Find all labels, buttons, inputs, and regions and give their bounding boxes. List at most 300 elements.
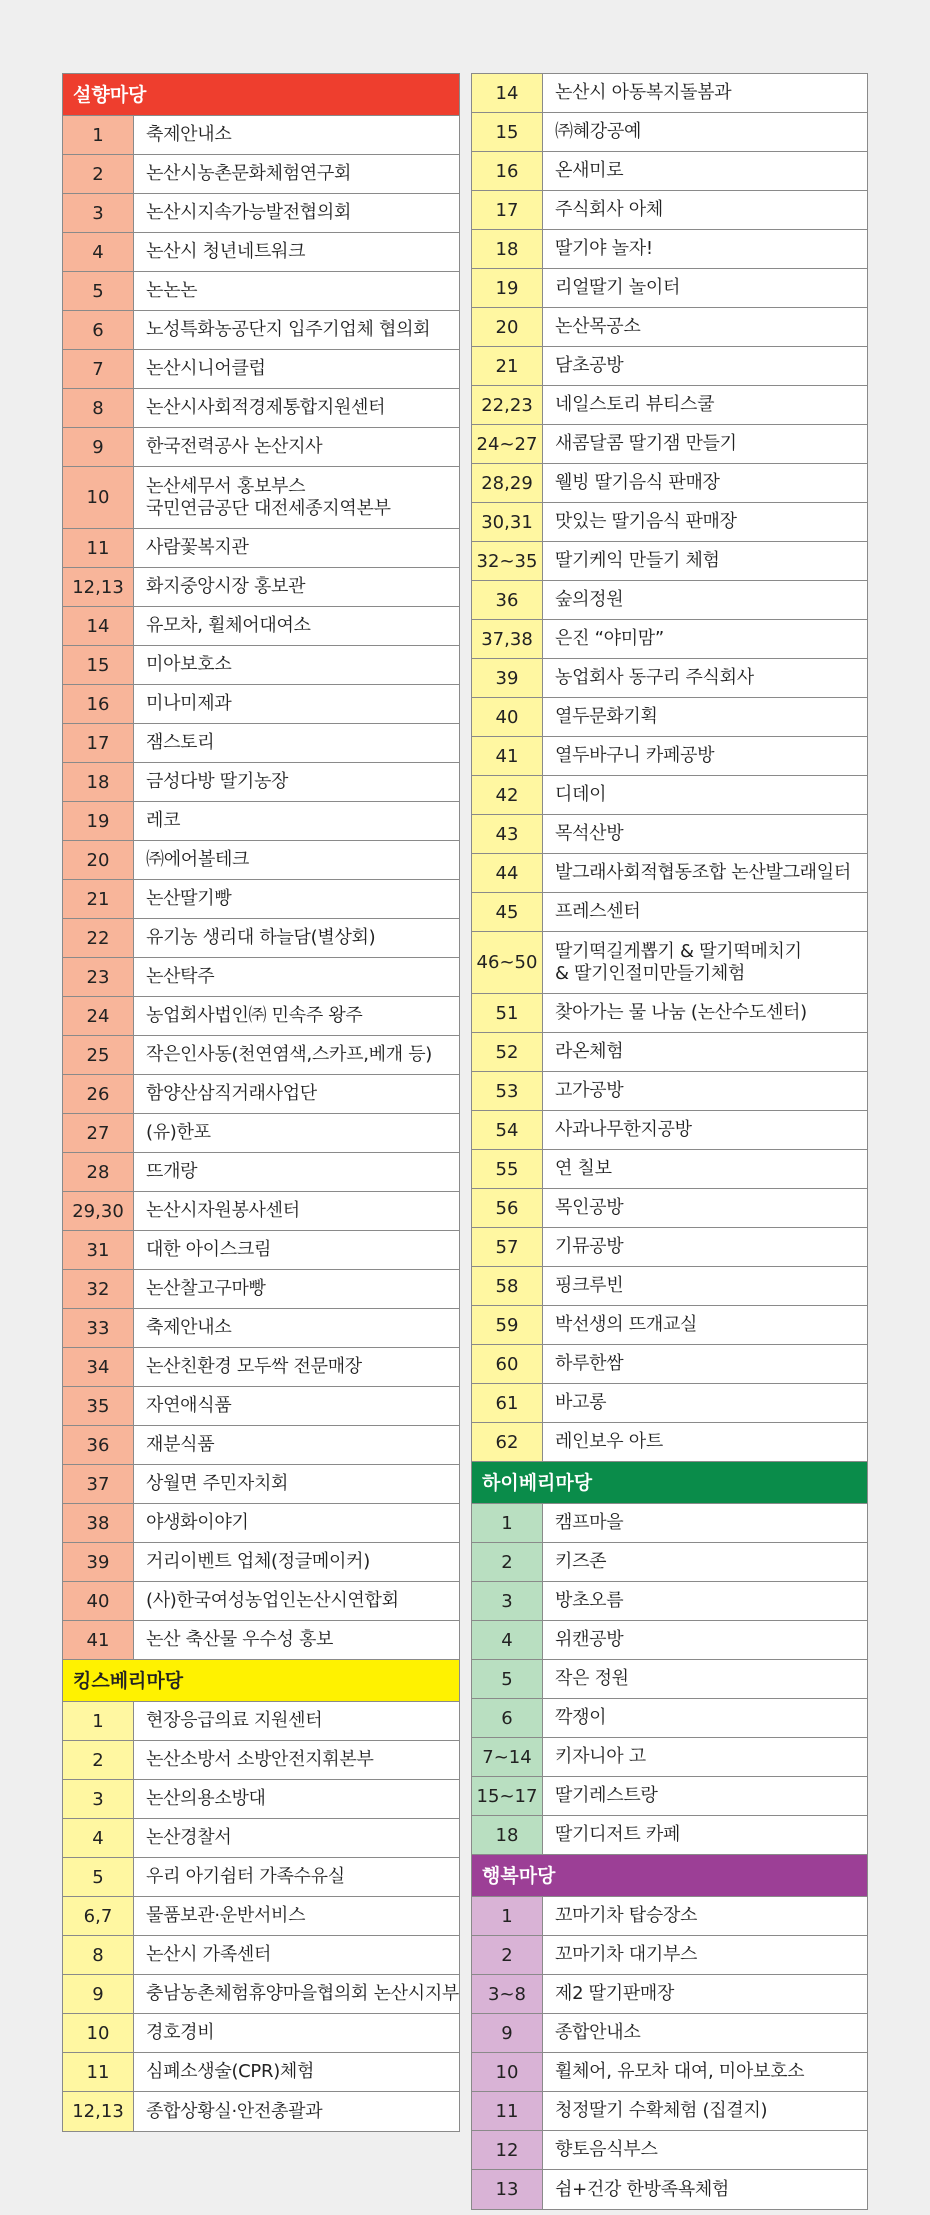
booth-number: 56: [472, 1189, 543, 1227]
booth-number: 2: [63, 155, 134, 193]
booth-number: 57: [472, 1228, 543, 1266]
booth-number: 29,30: [63, 1192, 134, 1230]
booth-name: 논산세무서 홍보부스 국민연금공단 대전세종지역본부: [146, 475, 391, 519]
booth-name: 은진 “야미맘”: [555, 628, 664, 649]
booth-name: 꼬마기차 대기부스: [555, 1944, 698, 1965]
booth-row: [472, 308, 867, 347]
booth-name: 논산시 가족센터: [146, 1944, 272, 1965]
section-kings-right: [472, 74, 867, 1462]
booth-number: 40: [472, 698, 543, 736]
booth-name: 디데이: [555, 784, 607, 805]
booth-name: 논산시자원봉사센터: [146, 1200, 300, 1221]
booth-number: 51: [472, 994, 543, 1032]
booth-name: 딸기야 놀자!: [555, 238, 653, 259]
booth-row: [472, 1306, 867, 1345]
booth-name: 뜨개랑: [146, 1161, 198, 1182]
booth-name: 논산탁주: [146, 966, 215, 987]
booth-number: 59: [472, 1306, 543, 1344]
section-header-kings: 킹스베리마당: [63, 1660, 459, 1702]
booth-row: [63, 1075, 459, 1114]
booth-number: 11: [472, 2092, 543, 2130]
booth-row: [472, 994, 867, 1033]
booth-name: 위캔공방: [555, 1629, 624, 1650]
booth-number: 11: [63, 529, 134, 567]
section-seolhyang: [63, 74, 459, 1660]
booth-name: 레코: [146, 810, 181, 831]
booth-name: 박선생의 뜨개교실: [555, 1314, 698, 1335]
booth-row: [472, 464, 867, 503]
booth-number: 33: [63, 1309, 134, 1347]
booth-row: [63, 802, 459, 841]
booth-row: [472, 1816, 867, 1855]
booth-row: [472, 1267, 867, 1306]
booth-row: [63, 1621, 459, 1660]
booth-name: ㈜혜강공예: [555, 121, 642, 142]
booth-name: 종합안내소: [555, 2022, 641, 2043]
booth-name: 물품보관·운반서비스: [146, 1905, 306, 1926]
booth-name: ㈜에어볼테크: [146, 849, 250, 870]
booth-number: 12,13: [63, 2092, 134, 2131]
booth-number: 54: [472, 1111, 543, 1149]
booth-name: 유기농 생리대 하늘담(별상회): [146, 927, 376, 948]
booth-number: 42: [472, 776, 543, 814]
booth-number: 44: [472, 854, 543, 892]
booth-number: 27: [63, 1114, 134, 1152]
booth-number: 8: [63, 1936, 134, 1974]
booth-number: 24~27: [472, 425, 543, 463]
booth-number: 32~35: [472, 542, 543, 580]
booth-number: 5: [63, 1858, 134, 1896]
booth-row: [63, 841, 459, 880]
booth-number: 1: [63, 116, 134, 154]
booth-name: 기뮤공방: [555, 1236, 624, 1257]
booth-number: 21: [63, 880, 134, 918]
booth-number: 15: [472, 113, 543, 151]
booth-number: 18: [472, 1816, 543, 1854]
booth-number: 19: [63, 802, 134, 840]
booth-row: [472, 1504, 867, 1543]
booth-row: [472, 1384, 867, 1423]
booth-number: 6,7: [63, 1897, 134, 1935]
booth-row: [472, 893, 867, 932]
booth-row: [472, 620, 867, 659]
booth-name: 논산경찰서: [146, 1827, 232, 1848]
booth-row: [63, 958, 459, 997]
booth-number: 28: [63, 1153, 134, 1191]
booth-row: [63, 880, 459, 919]
booth-name: 논산시 청년네트워크: [146, 241, 306, 262]
booth-number: 62: [472, 1423, 543, 1461]
booth-row: [63, 646, 459, 685]
booth-name: 담초공방: [555, 355, 624, 376]
booth-number: 15: [63, 646, 134, 684]
booth-row: [63, 1582, 459, 1621]
booth-number: 9: [63, 1975, 134, 2013]
booth-number: 19: [472, 269, 543, 307]
booth-name: 논산소방서 소방안전지휘본부: [146, 1749, 374, 1770]
booth-row: [63, 2014, 459, 2053]
section-kings-left: [63, 1660, 459, 2131]
booth-row: [63, 1543, 459, 1582]
booth-name: 종합상황실·안전총괄과: [146, 2100, 323, 2122]
booth-number: 58: [472, 1267, 543, 1305]
booth-number: 2: [472, 1543, 543, 1581]
booth-row: [63, 1897, 459, 1936]
booth-name: 깍쟁이: [555, 1707, 607, 1728]
booth-row: [63, 919, 459, 958]
booth-name: 한국전력공사 논산지사: [146, 436, 323, 457]
booth-number: 3: [63, 194, 134, 232]
booth-row: [63, 428, 459, 467]
booth-number: 3: [63, 1780, 134, 1818]
booth-row: [472, 2170, 867, 2209]
booth-row: [63, 1975, 459, 2014]
booth-number: 28,29: [472, 464, 543, 502]
booth-number: 26: [63, 1075, 134, 1113]
booth-row: [472, 2053, 867, 2092]
booth-row: [472, 1072, 867, 1111]
booth-number: 36: [63, 1426, 134, 1464]
booth-number: 25: [63, 1036, 134, 1074]
booth-row: [63, 1387, 459, 1426]
booth-name: 휠체어, 유모차 대여, 미아보호소: [555, 2061, 805, 2082]
booth-number: 6: [472, 1699, 543, 1737]
booth-name: 방초오름: [555, 1590, 624, 1611]
booth-row: [63, 1231, 459, 1270]
booth-row: [472, 1975, 867, 2014]
booth-name: 사과나무한지공방: [555, 1119, 692, 1140]
booth-name: 찾아가는 물 나눔 (논산수도센터): [555, 1002, 807, 1023]
booth-number: 11: [63, 2053, 134, 2091]
booth-number: 21: [472, 347, 543, 385]
booth-name: 숲의정원: [555, 589, 624, 610]
booth-row: [63, 1858, 459, 1897]
booth-row: [472, 737, 867, 776]
booth-number: 46~50: [472, 932, 543, 993]
booth-row: [63, 116, 459, 155]
booth-row: [472, 269, 867, 308]
booth-number: 36: [472, 581, 543, 619]
booth-number: 4: [63, 1819, 134, 1857]
booth-number: 9: [63, 428, 134, 466]
booth-number: 3: [472, 1582, 543, 1620]
booth-number: 10: [63, 467, 134, 528]
booth-name: (사)한국여성농업인논산시연합회: [146, 1590, 399, 1611]
booth-name: (유)한포: [146, 1122, 211, 1143]
booth-name: 논산친환경 모두싹 전문매장: [146, 1356, 362, 1377]
booth-name: 논산찰고구마빵: [146, 1278, 266, 1299]
booth-number: 31: [63, 1231, 134, 1269]
booth-row: [472, 659, 867, 698]
booth-name: 네일스토리 뷰티스쿨: [555, 394, 715, 415]
booth-name: 논산시농촌문화체험연구회: [146, 163, 352, 184]
booth-row: [472, 1738, 867, 1777]
booth-number: 41: [472, 737, 543, 775]
booth-row: [472, 1228, 867, 1267]
left-booth-column: [62, 73, 460, 2132]
booth-name: 경호경비: [146, 2022, 215, 2043]
booth-name: 라온체험: [555, 1041, 624, 1062]
booth-name: 캠프마을: [555, 1512, 624, 1533]
booth-row: [472, 1543, 867, 1582]
booth-name: 청정딸기 수확체험 (집결지): [555, 2100, 768, 2121]
booth-number: 23: [63, 958, 134, 996]
booth-name: 축제안내소: [146, 124, 232, 145]
booth-name: 딸기떡길게뽑기 & 딸기떡메치기 & 딸기인절미만들기체험: [555, 940, 802, 984]
booth-number: 34: [63, 1348, 134, 1386]
booth-number: 55: [472, 1150, 543, 1188]
booth-row: [472, 74, 867, 113]
booth-name: 프레스센터: [555, 901, 641, 922]
booth-name: 하루한쌈: [555, 1353, 624, 1374]
booth-row: [63, 1270, 459, 1309]
booth-number: 32: [63, 1270, 134, 1308]
booth-row: [63, 763, 459, 802]
booth-name: 딸기디저트 카페: [555, 1824, 681, 1845]
booth-row: [472, 1582, 867, 1621]
booth-row: [63, 568, 459, 607]
booth-number: 4: [472, 1621, 543, 1659]
booth-name: 작은인사동(천연염색,스카프,베개 등): [146, 1044, 433, 1065]
booth-name: 논산시니어클럽: [146, 358, 266, 379]
booth-name: 거리이벤트 업체(정글메이커): [146, 1551, 370, 1572]
booth-number: 12: [472, 2131, 543, 2169]
booth-number: 30,31: [472, 503, 543, 541]
section-happy: [472, 1855, 867, 2209]
booth-name: 농업회사법인㈜ 민속주 왕주: [146, 1005, 363, 1026]
booth-number: 5: [63, 272, 134, 310]
booth-name: 온새미로: [555, 160, 624, 181]
booth-row: [472, 152, 867, 191]
booth-name: 논산의용소방대: [146, 1788, 266, 1809]
booth-row: [63, 1426, 459, 1465]
booth-name: 대한 아이스크림: [146, 1239, 272, 1260]
booth-number: 22: [63, 919, 134, 957]
booth-number: 7~14: [472, 1738, 543, 1776]
booth-name: 새콤달콤 딸기잼 만들기: [555, 433, 737, 454]
booth-number: 52: [472, 1033, 543, 1071]
booth-number: 1: [472, 1504, 543, 1542]
booth-name: 금성다방 딸기농장: [146, 771, 289, 792]
section-header-seolhyang: 설향마당: [63, 74, 459, 116]
booth-number: 12,13: [63, 568, 134, 606]
booth-number: 38: [63, 1504, 134, 1542]
booth-name: 목석산방: [555, 823, 624, 844]
booth-name: 노성특화농공단지 입주기업체 협의회: [146, 319, 431, 340]
section-header-hiberry: 하이베리마당: [472, 1462, 867, 1504]
booth-row: [63, 194, 459, 233]
booth-name: 고가공방: [555, 1080, 624, 1101]
booth-row: [63, 467, 459, 529]
booth-name: 리얼딸기 놀이터: [555, 277, 681, 298]
booth-row: [63, 1780, 459, 1819]
booth-name: 함양산삼직거래사업단: [146, 1083, 317, 1104]
booth-number: 20: [472, 308, 543, 346]
booth-number: 18: [63, 763, 134, 801]
booth-name: 논산목공소: [555, 316, 641, 337]
booth-row: [472, 776, 867, 815]
booth-row: [63, 997, 459, 1036]
booth-row: [472, 1111, 867, 1150]
booth-row: [63, 389, 459, 428]
booth-name: 키자니아 고: [555, 1746, 646, 1767]
booth-row: [472, 2131, 867, 2170]
booth-row: [63, 529, 459, 568]
booth-row: [63, 1741, 459, 1780]
booth-name: 발그래사회적협동조합 논산발그래일터: [555, 862, 851, 883]
booth-number: 14: [63, 607, 134, 645]
booth-name: 열두문화기획: [555, 706, 658, 727]
booth-number: 2: [472, 1936, 543, 1974]
booth-name: 축제안내소: [146, 1317, 232, 1338]
booth-name: 미나미제과: [146, 693, 232, 714]
booth-row: [472, 1423, 867, 1462]
booth-name: 재분식품: [146, 1434, 215, 1455]
booth-name: 딸기케익 만들기 체험: [555, 550, 720, 571]
booth-name: 연 칠보: [555, 1158, 612, 1179]
booth-number: 16: [472, 152, 543, 190]
booth-name: 논산 축산물 우수성 홍보: [146, 1629, 334, 1650]
booth-name: 자연애식품: [146, 1395, 232, 1416]
booth-row: [472, 1897, 867, 1936]
booth-number: 9: [472, 2014, 543, 2052]
booth-number: 35: [63, 1387, 134, 1425]
booth-name: 충남농촌체험휴양마을협의회 논산시지부: [146, 1983, 459, 2004]
booth-number: 8: [63, 389, 134, 427]
booth-name: 미아보호소: [146, 654, 232, 675]
booth-name: 잼스토리: [146, 732, 215, 753]
booth-row: [472, 503, 867, 542]
booth-name: 논산시 아동복지돌봄과: [555, 82, 732, 103]
booth-number: 37: [63, 1465, 134, 1503]
booth-row: [472, 1150, 867, 1189]
booth-name: 웰빙 딸기음식 판매장: [555, 472, 720, 493]
booth-number: 7: [63, 350, 134, 388]
booth-row: [472, 425, 867, 464]
booth-number: 15~17: [472, 1777, 543, 1815]
booth-name: 향토음식부스: [555, 2139, 658, 2160]
booth-name: 논산딸기빵: [146, 888, 232, 909]
booth-name: 핑크루빈: [555, 1275, 624, 1296]
booth-row: [472, 1660, 867, 1699]
booth-row: [63, 685, 459, 724]
booth-row: [63, 1309, 459, 1348]
booth-number: 6: [63, 311, 134, 349]
booth-number: 1: [472, 1897, 543, 1935]
booth-row: [472, 2092, 867, 2131]
booth-row: [63, 311, 459, 350]
booth-row: [472, 932, 867, 994]
booth-name: 사람꽃복지관: [146, 537, 249, 558]
right-booth-column: [471, 73, 868, 2210]
booth-row: [472, 542, 867, 581]
booth-number: 61: [472, 1384, 543, 1422]
booth-name: 농업회사 동구리 주식회사: [555, 667, 754, 688]
booth-row: [472, 191, 867, 230]
booth-name: 화지중앙시장 홍보관: [146, 576, 306, 597]
section-hiberry: [472, 1462, 867, 1855]
booth-number: 22,23: [472, 386, 543, 424]
booth-name: 제2 딸기판매장: [555, 1983, 675, 2004]
booth-row: [472, 581, 867, 620]
booth-number: 13: [472, 2170, 543, 2209]
booth-number: 17: [63, 724, 134, 762]
booth-row: [472, 1345, 867, 1384]
booth-name: 열두바구니 카페공방: [555, 745, 715, 766]
booth-number: 18: [472, 230, 543, 268]
booth-number: 1: [63, 1702, 134, 1740]
booth-number: 53: [472, 1072, 543, 1110]
booth-name: 바고롱: [555, 1392, 607, 1413]
booth-row: [472, 347, 867, 386]
booth-number: 2: [63, 1741, 134, 1779]
booth-row: [63, 1348, 459, 1387]
booth-row: [472, 386, 867, 425]
booth-name: 우리 아기쉼터 가족수유실: [146, 1866, 345, 1887]
booth-number: 39: [63, 1543, 134, 1581]
booth-name: 딸기레스트랑: [555, 1785, 658, 1806]
booth-number: 43: [472, 815, 543, 853]
booth-row: [63, 155, 459, 194]
booth-row: [63, 2092, 459, 2131]
booth-row: [63, 2053, 459, 2092]
booth-row: [63, 233, 459, 272]
booth-name: 주식회사 아체: [555, 199, 663, 220]
booth-row: [472, 113, 867, 152]
booth-row: [472, 2014, 867, 2053]
booth-row: [63, 724, 459, 763]
booth-number: 20: [63, 841, 134, 879]
booth-number: 3~8: [472, 1975, 543, 2013]
booth-row: [472, 1621, 867, 1660]
section-header-happy: 행복마당: [472, 1855, 867, 1897]
booth-row: [63, 607, 459, 646]
booth-row: [63, 1936, 459, 1975]
booth-row: [472, 1033, 867, 1072]
booth-number: 5: [472, 1660, 543, 1698]
booth-name: 현장응급의료 지원센터: [146, 1710, 323, 1731]
booth-row: [63, 272, 459, 311]
booth-number: 41: [63, 1621, 134, 1659]
booth-row: [472, 1189, 867, 1228]
booth-row: [63, 1114, 459, 1153]
booth-row: [63, 1702, 459, 1741]
booth-row: [472, 1777, 867, 1816]
booth-row: [63, 1153, 459, 1192]
booth-number: 17: [472, 191, 543, 229]
booth-name: 키즈존: [555, 1551, 607, 1572]
booth-row: [63, 1819, 459, 1858]
booth-name: 맛있는 딸기음식 판매장: [555, 511, 737, 532]
booth-name: 야생화이야기: [146, 1512, 249, 1533]
booth-row: [63, 1465, 459, 1504]
booth-number: 4: [63, 233, 134, 271]
booth-row: [63, 1192, 459, 1231]
booth-row: [472, 698, 867, 737]
booth-number: 10: [472, 2053, 543, 2091]
booth-name: 상월면 주민자치회: [146, 1473, 289, 1494]
booth-number: 37,38: [472, 620, 543, 658]
booth-number: 24: [63, 997, 134, 1035]
booth-name: 레인보우 아트: [555, 1431, 663, 1452]
booth-name: 목인공방: [555, 1197, 624, 1218]
booth-row: [472, 815, 867, 854]
booth-name: 심폐소생술(CPR)체험: [146, 2061, 315, 2082]
booth-number: 14: [472, 74, 543, 112]
booth-name: 논산시지속가능발전협의회: [146, 202, 352, 223]
booth-number: 60: [472, 1345, 543, 1383]
booth-number: 10: [63, 2014, 134, 2052]
